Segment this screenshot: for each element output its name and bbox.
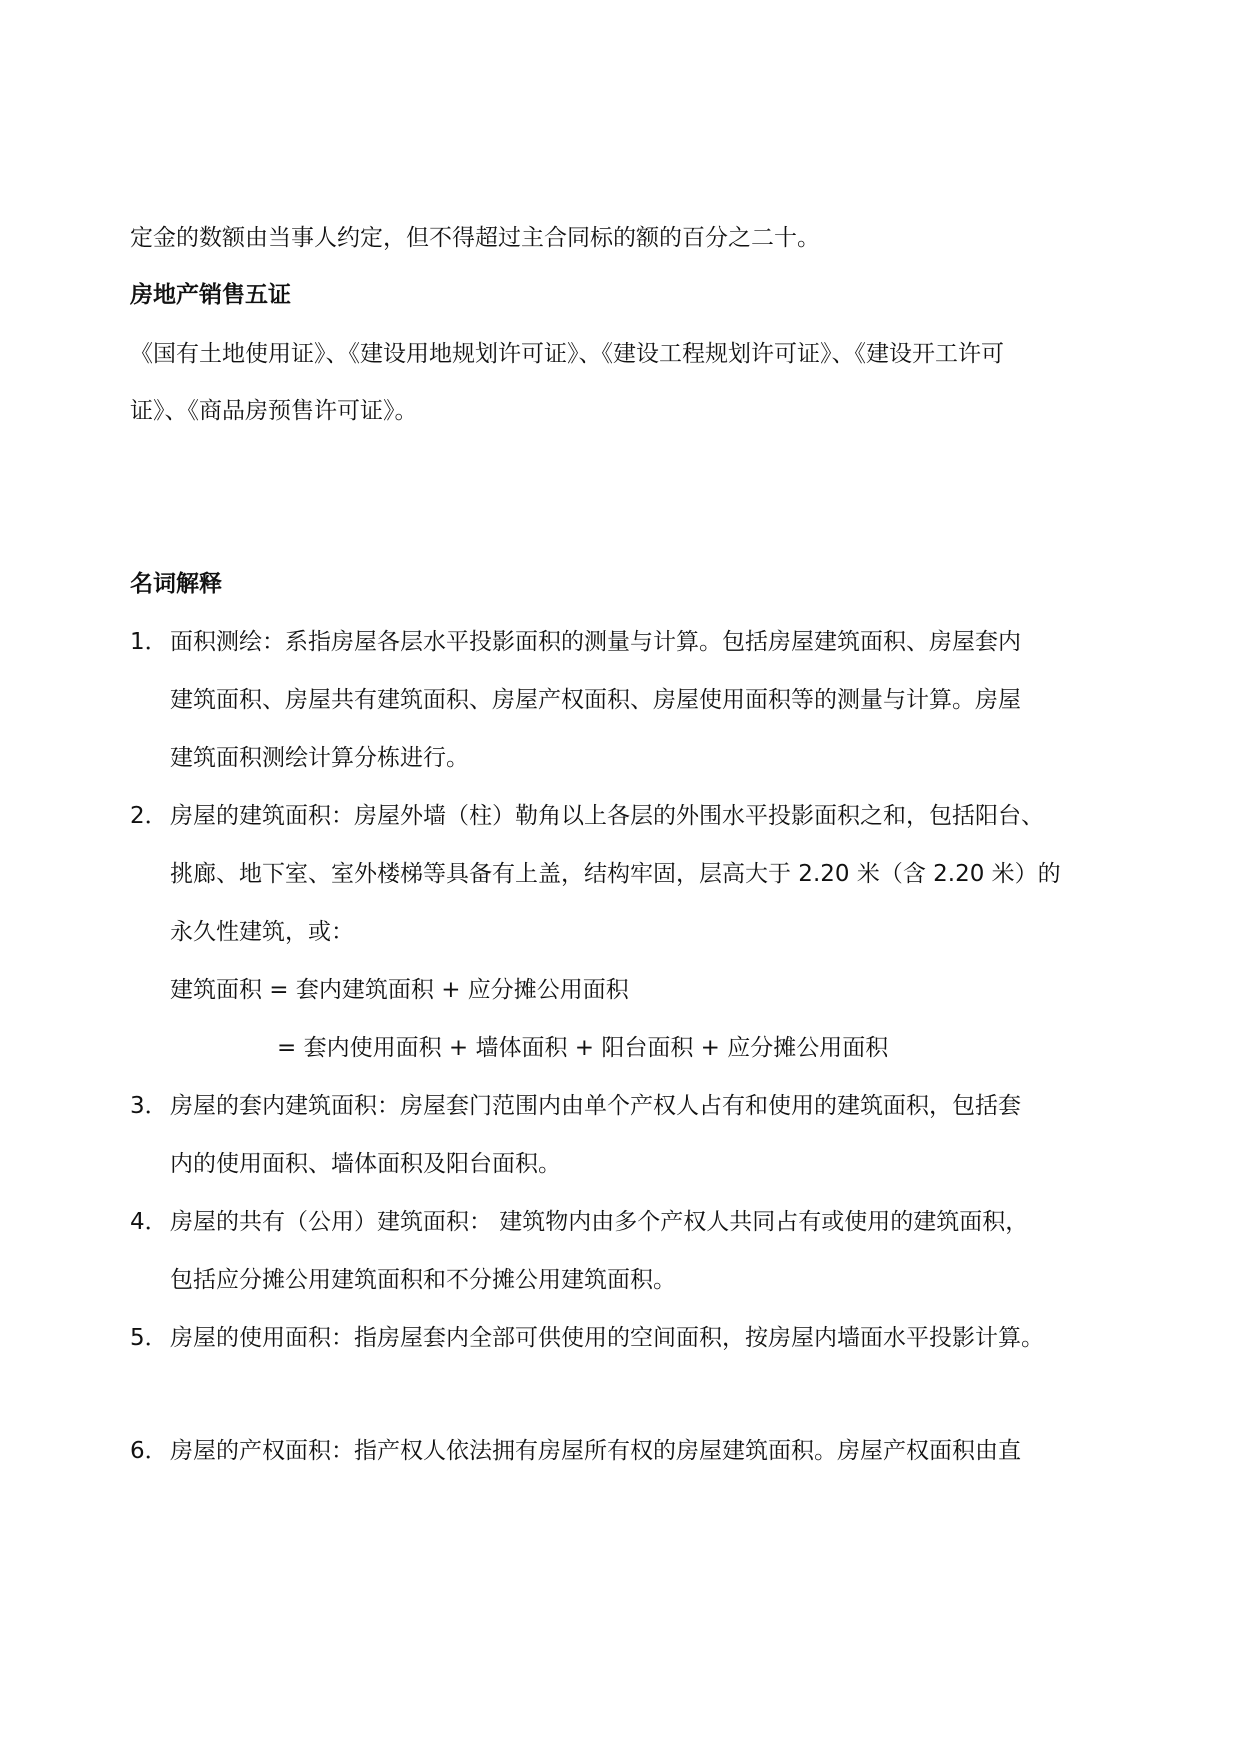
item-number: 5．	[130, 1325, 168, 1351]
item-number: 4．	[130, 1209, 168, 1235]
item-line: 建筑面积测绘计算分栋进行。	[170, 745, 469, 771]
item-line: 内的使用面积、墙体面积及阳台面积。	[170, 1151, 561, 1177]
item-line: 面积测绘：系指房屋各层水平投影面积的测量与计算。包括房屋建筑面积、房屋套内	[170, 629, 1021, 655]
five-cert-heading: 房地产销售五证	[130, 282, 291, 308]
item-line: 建筑面积、房屋共有建筑面积、房屋产权面积、房屋使用面积等的测量与计算。房屋	[170, 687, 1021, 713]
deposit-note: 定金的数额由当事人约定，但不得超过主合同标的额的百分之二十。	[130, 225, 820, 251]
item-line: 房屋的套内建筑面积：房屋套门范围内由单个产权人占有和使用的建筑面积，包括套	[170, 1093, 1021, 1119]
item-line: 永久性建筑，或：	[170, 919, 354, 945]
item-line: 挑廊、地下室、室外楼梯等具备有上盖，结构牢固，层高大于 2.20 米（含 2.20 米）的	[170, 861, 1061, 887]
item-number: 3．	[130, 1093, 168, 1119]
item-line: 房屋的产权面积：指产权人依法拥有房屋所有权的房屋建筑面积。房屋产权面积由直	[170, 1438, 1021, 1464]
five-cert-line: 证》、《商品房预售许可证》。	[130, 398, 418, 424]
item-line: 房屋的建筑面积：房屋外墙（柱）勒角以上各层的外围水平投影面积之和，包括阳台、	[170, 803, 1044, 829]
glossary-heading: 名词解释	[130, 571, 222, 597]
item-line: 包括应分摊公用建筑面积和不分摊公用建筑面积。	[170, 1267, 676, 1293]
item-number: 2．	[130, 803, 168, 829]
item-line: 房屋的使用面积：指房屋套内全部可供使用的空间面积，按房屋内墙面水平投影计算。	[170, 1325, 1044, 1351]
formula-line: = 套内使用面积 + 墙体面积 + 阳台面积 + 应分摊公用面积	[277, 1035, 889, 1061]
item-number: 6．	[130, 1438, 168, 1464]
item-line: 房屋的共有（公用）建筑面积： 建筑物内由多个产权人共同占有或使用的建筑面积，	[170, 1209, 1029, 1235]
formula-line: 建筑面积 = 套内建筑面积 + 应分摊公用面积	[170, 977, 629, 1003]
five-cert-line: 《国有土地使用证》、《建设用地规划许可证》、《建设工程规划许可证》、《建设开工许可	[130, 341, 1004, 367]
item-number: 1．	[130, 629, 168, 655]
